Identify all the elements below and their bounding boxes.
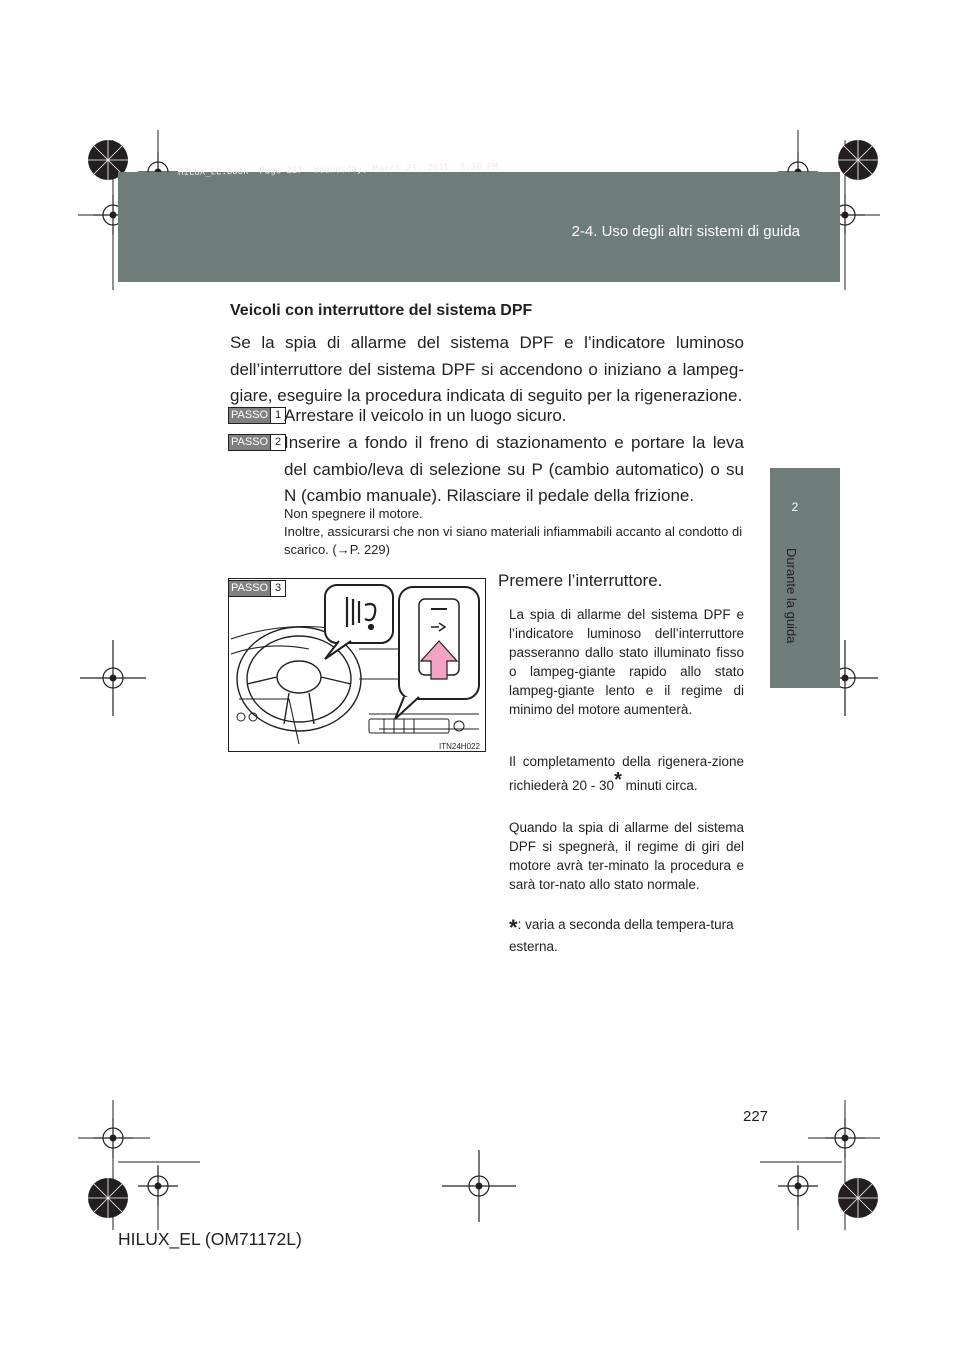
note-line-1: Non spegnere il motore. [284, 506, 423, 521]
step-1-text: Arrestare il veicolo in un luogo sicuro. [284, 406, 567, 425]
model-code: HILUX_EL (OM71172L) [118, 1229, 302, 1249]
step-number: 2 [270, 435, 285, 450]
page-number: 227 [743, 1108, 769, 1125]
footnote [509, 915, 744, 956]
step-1-label [228, 407, 286, 424]
intro-paragraph: Se la spia di allarme del sistema DPF e l’indicatore luminoso dell’interruttore del sistema DPF si accendono o iniziano a lampeg-giare, eseguire la procedura indicata di seguito per la rigenerazione. [230, 333, 744, 405]
step-number: 1 [270, 408, 285, 423]
figure-code: ITN24H022 [439, 742, 480, 751]
note-line-2: Inoltre, assicurarsi che non vi siano materiali infiammabili accanto al condotto di scarico. (→P. 229) [284, 524, 743, 557]
step-word: PASSO [231, 582, 269, 594]
footnote-text: : varia a seconda della tempera-tura esterna. [509, 917, 734, 954]
step-2-text: Inserire a fondo il freno di stazionamento e portare la leva del cambio/leva di selezione su P (cambio automatico) o su N (cambio manuale). Rilasciare il pedale della frizione. [284, 433, 744, 505]
step-3-paragraph-2: Il completamento della rigenera-zione richiederà 20 - 30* minuti circa. [509, 754, 744, 793]
book-stamp: HILUX_EL.book Page 227 Wednesday, March 23, 2011 3:30 PM [178, 162, 498, 178]
step-3-paragraph-1: La spia di allarme del sistema DPF e l’indicatore luminoso dell’interruttore passeranno dallo stato illuminato fisso o lampeg-giante rapido allo stato lampeg-giante lento e il regime di minimo del motore aumenterà. [509, 607, 744, 717]
dpf-switch-figure [228, 578, 486, 752]
chapter-number: 2 [791, 500, 799, 514]
step-3-text: Premere l’interruttore. [498, 571, 663, 590]
chapter-side-tab [770, 468, 840, 688]
step-3-label [228, 580, 286, 597]
step-2-label [228, 434, 286, 451]
chapter-label: Durante la guida [784, 548, 799, 644]
arrow-right-icon: → [336, 542, 350, 557]
dashboard-illustration [229, 579, 485, 751]
footnote-mark: * [509, 915, 518, 940]
section-title: 2-4. Uso degli altri sistemi di guida [571, 223, 800, 240]
step-2-note [284, 505, 744, 559]
step-word: PASSO [231, 436, 269, 448]
subsection-heading: Veicoli con interruttore del sistema DPF [230, 302, 533, 319]
step-3-paragraph-3: Quando la spia di allarme del sistema DPF si spegnerà, il regime di giri del motore avrà ter-minato la procedura e sarà tor-nato allo stato normale. [509, 820, 744, 892]
step-word: PASSO [231, 409, 269, 421]
page-reference[interactable]: P. 229) [349, 542, 390, 557]
step-number: 3 [270, 581, 285, 596]
asterisk-mark: * [614, 769, 622, 791]
